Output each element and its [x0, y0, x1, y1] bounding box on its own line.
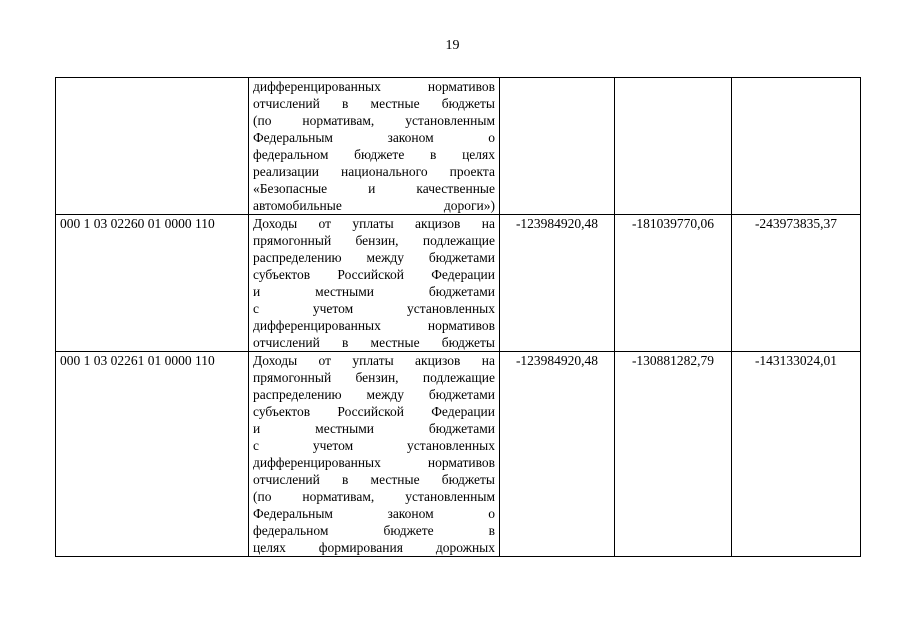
description-line: (по нормативам, установленным [253, 113, 495, 128]
amount-cell-v2: -130881282,79 [615, 352, 732, 557]
description-line: Доходы от уплаты акцизов на [253, 353, 495, 368]
description-line: с учетом установленных [253, 301, 495, 316]
description-line: и местными бюджетами [253, 284, 495, 299]
description-line: распределению между бюджетами [253, 387, 495, 402]
description-line: прямогонный бензин, подлежащие [253, 233, 495, 248]
amount-cell-v3: -143133024,01 [732, 352, 861, 557]
description-line: федеральном бюджете в целях [253, 147, 495, 162]
description-line: дифференцированных нормативов [253, 455, 495, 470]
description-line: дифференцированных нормативов [253, 318, 495, 333]
description-line: дифференцированных нормативов [253, 79, 495, 94]
amount-cell-v1: -123984920,48 [500, 352, 615, 557]
description-line: с учетом установленных [253, 438, 495, 453]
description-line: субъектов Российской Федерации [253, 267, 495, 282]
description-line: и местными бюджетами [253, 421, 495, 436]
amount-cell-v1 [500, 78, 615, 215]
budget-code-cell: 000 1 03 02260 01 0000 110 [56, 215, 249, 352]
description-line: Федеральным законом о [253, 506, 495, 521]
description-cell [249, 78, 500, 215]
description-line: реализации национального проекта [253, 164, 495, 179]
description-line: отчислений в местные бюджеты [253, 96, 495, 111]
description-line: «Безопасные и качественные [253, 181, 495, 196]
description-line: целях формирования дорожных [253, 540, 495, 555]
amount-cell-v3: -243973835,37 [732, 215, 861, 352]
description-line: прямогонный бензин, подлежащие [253, 370, 495, 385]
description-line: субъектов Российской Федерации [253, 404, 495, 419]
table-row [56, 352, 861, 557]
amount-cell-v3 [732, 78, 861, 215]
table-row [56, 215, 861, 352]
budget-code-cell [56, 78, 249, 215]
budget-table [55, 77, 861, 557]
description-cell [249, 352, 500, 557]
description-line: (по нормативам, установленным [253, 489, 495, 504]
description-line: отчислений в местные бюджеты [253, 335, 495, 350]
description-cell [249, 215, 500, 352]
table-row [56, 78, 861, 215]
amount-cell-v1: -123984920,48 [500, 215, 615, 352]
budget-code-cell: 000 1 03 02261 01 0000 110 [56, 352, 249, 557]
table-body [56, 78, 861, 557]
description-line: Федеральным законом о [253, 130, 495, 145]
amount-cell-v2: -181039770,06 [615, 215, 732, 352]
description-line: Доходы от уплаты акцизов на [253, 216, 495, 231]
description-line: распределению между бюджетами [253, 250, 495, 265]
description-line: федеральном бюджете в [253, 523, 495, 538]
description-line: автомобильные дороги») [253, 198, 495, 213]
page-number: 19 [445, 38, 460, 53]
description-line: отчислений в местные бюджеты [253, 472, 495, 487]
amount-cell-v2 [615, 78, 732, 215]
